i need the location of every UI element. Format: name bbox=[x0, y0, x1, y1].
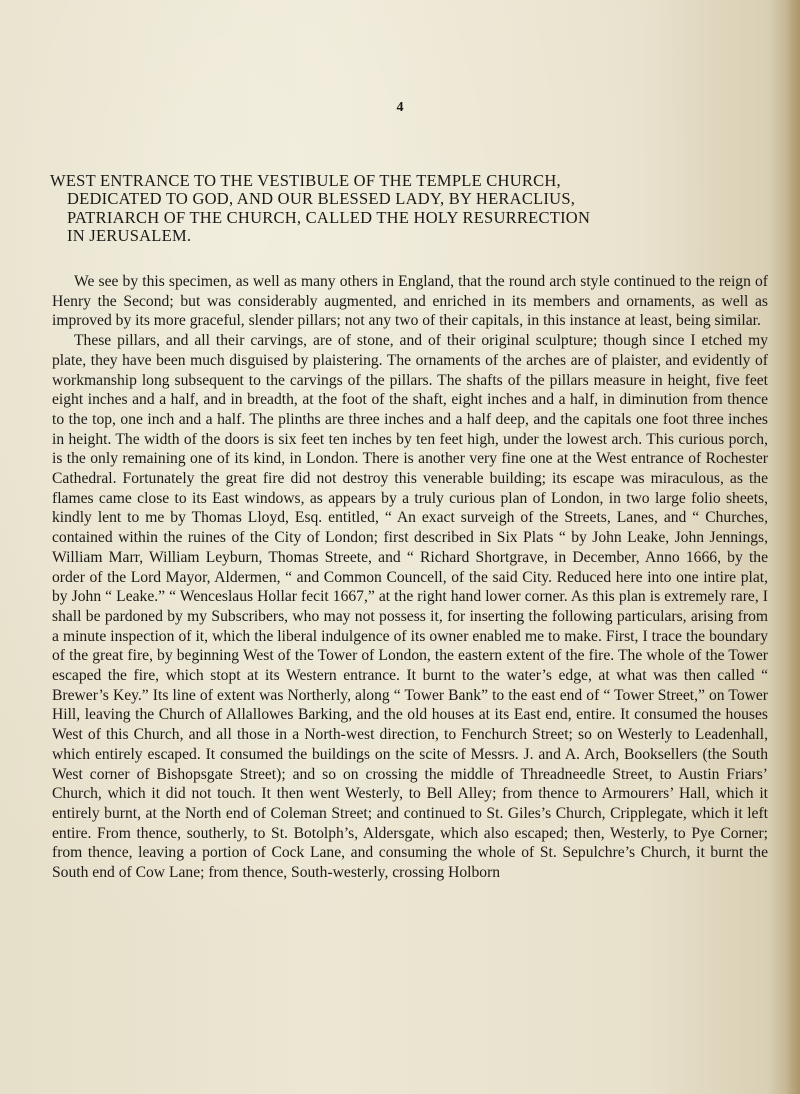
heading-line-2: DEDICATED TO GOD, AND OUR BLESSED LADY, BY HERACLIUS, bbox=[67, 189, 576, 209]
heading-line-3: PATRIARCH OF THE CHURCH, CALLED THE HOLY RESURRECTION bbox=[67, 207, 591, 227]
heading-line-4: IN JERUSALEM. bbox=[67, 226, 192, 246]
heading-line-1: WEST ENTRANCE TO THE VESTIBULE OF THE TEMPLE CHURCH, bbox=[50, 171, 561, 190]
page-number: 4 bbox=[396, 100, 404, 115]
plate-heading bbox=[50, 172, 770, 246]
paragraph-2: These pillars, and all their carvings, are of stone, and of their original sculpture; though since I etched my plate, they have been much disguised by plaistering. The ornaments of the arches are of plaister, and evidently of workmanship long subsequent to the carvings of the pillars. The shafts of the pillars measure in height, five feet eight inches and a half, and in breadth, at the foot of the shaft, eight inches and a half, in diminution from thence to the top, one inch and a half. The plinths are three inches and a half deep, and the capitals one foot three inches in height. The width of the doors is six feet ten inches by ten feet high, under the lowest arch. This curious porch, is the only remaining one of its kind, in London. There is another very fine one at the West entrance of Rochester Cathedral. Fortunately the great fire did not destroy this venerable building; its escape was miraculous, as the flames came close to its East windows, as appears by a truly curious plan of London, in two large folio sheets, kindly lent to me by Thomas Lloyd, Esq. entitled, “ An exact surveigh of the Streets, Lanes, and “ Churches, contained within the ruines of the City of London; first described in Six Plats “ by John Leake, John Jennings, William Marr, William Leyburn, Thomas Streete, and “ Richard Shortgrave, in December, Anno 1666, by the order of the Lord Mayor, Aldermen, “ and Common Councell, of the said City. Reduced here into one intire plat, by John “ Leake.” “ Wenceslaus Hollar fecit 1667,” at the right hand lower corner. As this plan is extremely rare, I shall be pardoned by my Subscribers, who may not possess it, for inserting the following particulars, arising from a minute inspection of it, which the liberal indulgence of its owner enabled me to make. First, I trace the boundary of the great fire, by beginning West of the Tower of London, the eastern extent of the fire. The whole of the Tower escaped the fire, which stopt at its Western entrance. It burnt to the water’s edge, at what was then called “ Brewer’s Key.” Its line of extent was Northerly, along “ Tower Bank” to the east end of “ Tower Street,” on Tower Hill, leaving the Church of Allallowes Barking, and the old houses at its East end, entire. It consumed the houses West of this Church, and all those in a North-west direction, to Fenchurch Street; so on Westerly to Leadenhall, which entirely escaped. It consumed the buildings on the scite of Messrs. J. and A. Arch, Booksellers (the South West corner of Bishopsgate Street); and so on crossing the middle of Threadneedle Street, to Austin Friars’ Church, which it did not touch. It then went Westerly, to Bell Alley; from thence to Armourers’ Hall, which it entirely burnt, at the North end of Coleman Street; and continued to St. Giles’s Church, Cripplegate, which it left entire. From thence, southerly, to St. Botolph’s, Aldersgate, which also escaped; then, Westerly, to Pye Corner; from thence, leaving a portion of Cock Lane, and consuming the whole of St. Sepulchre’s Church, it burnt the South end of Cow Lane; from thence, South-westerly, crossing Holborn bbox=[52, 332, 768, 882]
paragraph-1: We see by this specimen, as well as many others in England, that the round arch style continued to the reign of Henry the Second; but was considerably augmented, and enriched in its members and ornaments, as well as improved by its more graceful, slender pillars; not any two of their capitals, in this instance at least, being similar. bbox=[52, 273, 768, 330]
body-text bbox=[52, 272, 768, 883]
page-edge-shadow bbox=[786, 0, 800, 1094]
